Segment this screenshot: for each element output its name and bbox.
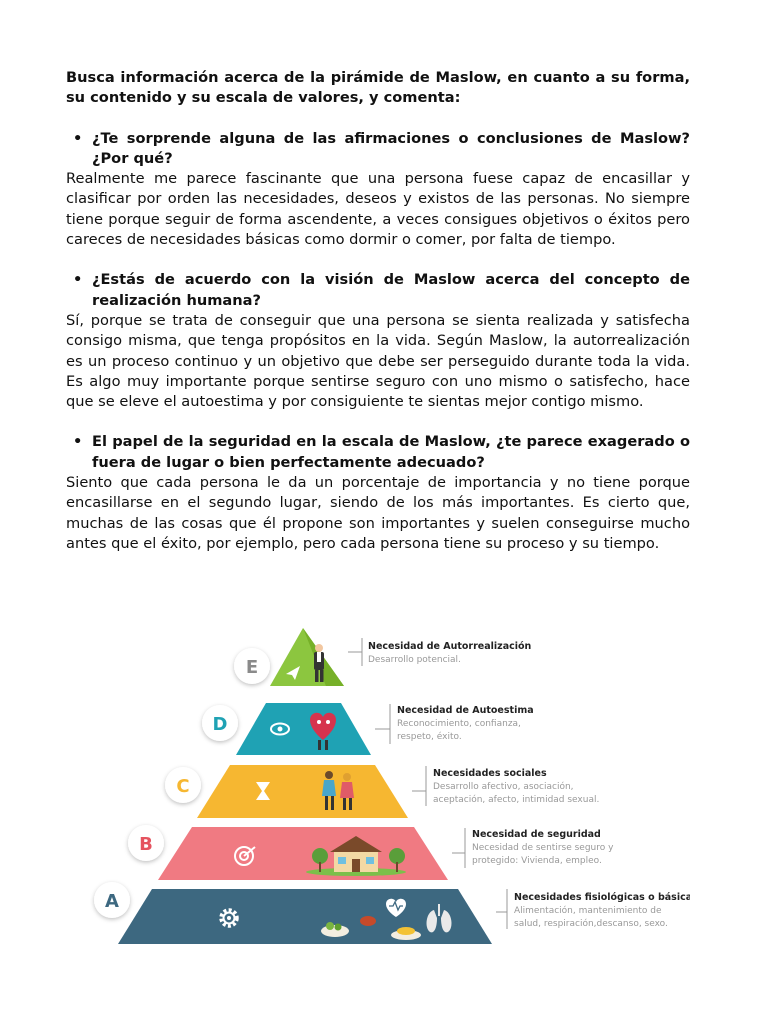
answer-2: Sí, porque se trata de conseguir que una persona se sienta realizada y satisfecha consigo misma, que tenga propósitos en la vida. Según Maslow, la autorrealización es un proceso continuo y un objetivo que debe ser perseguido durante toda la vida. Es algo muy importante porque sentirse seguro con uno mismo o satisfecho, hace que se eleve el autoestima y por consiguiente te sientas mejor contigo mismo.	[66, 311, 690, 411]
question-1-text: ¿Te sorprende alguna de las afirmaciones o conclusiones de Maslow? ¿Por qué?	[92, 129, 690, 167]
document-body	[66, 68, 690, 574]
level-b-desc-line1: Necesidad de sentirse seguro y	[472, 843, 614, 853]
level-e-desc-line1: Desarrollo potencial.	[368, 655, 461, 665]
level-d-title: Necesidad de Autoestima	[397, 705, 534, 716]
bullet-icon: •	[73, 129, 83, 147]
level-c-desc-line2: aceptación, afecto, intimidad sexual.	[433, 795, 600, 805]
level-c-title: Necesidades sociales	[433, 768, 547, 779]
level-b-desc-line2: protegido: Vivienda, empleo.	[472, 856, 602, 866]
answer-1: Realmente me parece fascinante que una persona fuese capaz de encasillar y clasificar por orden las necesidades, deseos y existos de las personas. No siempre tiene porque seguir de forma ascendente, a veces consigues objetivos o éxitos pero careces de necesidades básicas como dormir o comer, por falta de tiempo.	[66, 170, 690, 249]
level-a-desc-line1: Alimentación, mantenimiento de	[514, 906, 662, 916]
question-2-text: ¿Estás de acuerdo con la visión de Maslow acerca del concepto de realización humana?	[92, 271, 690, 309]
maslow-pyramid-figure	[90, 628, 690, 950]
question-2	[66, 270, 690, 311]
bullet-icon: •	[73, 433, 83, 451]
level-a-desc-line2: salud, respiración,descanso, sexo.	[514, 919, 668, 929]
level-e	[234, 628, 532, 686]
level-a-title: Necesidades fisiológicas o básicas	[514, 892, 690, 903]
level-d	[202, 703, 534, 755]
question-block-1	[66, 129, 690, 251]
level-b-title: Necesidad de seguridad	[472, 829, 601, 840]
level-c-desc-line1: Desarrollo afectivo, asociación,	[433, 782, 574, 792]
level-d-desc-line2: respeto, éxito.	[397, 732, 462, 742]
level-b	[128, 825, 614, 880]
question-3-text: El papel de la seguridad en la escala de Maslow, ¿te parece exagerado o fuera de lugar o bien perfectamente adecuado?	[92, 433, 690, 471]
level-b-letter: B	[139, 834, 153, 855]
level-a-letter: A	[105, 891, 119, 912]
question-3	[66, 432, 690, 473]
maslow-pyramid	[90, 628, 690, 950]
level-e-title: Necesidad de Autorrealización	[368, 641, 532, 652]
answer-3: Siento que cada persona le da un porcentaje de importancia y no tiene porque encasillarse en el segundo lugar, siendo de los más importantes. Es cierto que, muchas de las cosas que él propone son importantes y suelen conseguirse mucho antes que el éxito, por ejemplo, pero cada persona tiene su proceso y su tiempo.	[66, 474, 690, 552]
question-1	[66, 129, 690, 170]
level-c	[165, 765, 599, 818]
question-block-3	[66, 432, 690, 554]
level-c-band	[197, 765, 408, 818]
level-d-band	[236, 703, 371, 755]
level-e-letter: E	[245, 657, 259, 678]
intro-paragraph: Busca información acerca de la pirámide de Maslow, en cuanto a su forma, su contenido y su escala de valores, y comenta:	[66, 69, 690, 107]
question-block-2	[66, 270, 690, 412]
level-d-letter: D	[212, 714, 228, 735]
level-a	[94, 882, 690, 944]
level-c-letter: C	[176, 776, 190, 797]
bullet-icon: •	[73, 271, 83, 289]
level-d-desc-line1: Reconocimiento, confianza,	[397, 719, 521, 729]
